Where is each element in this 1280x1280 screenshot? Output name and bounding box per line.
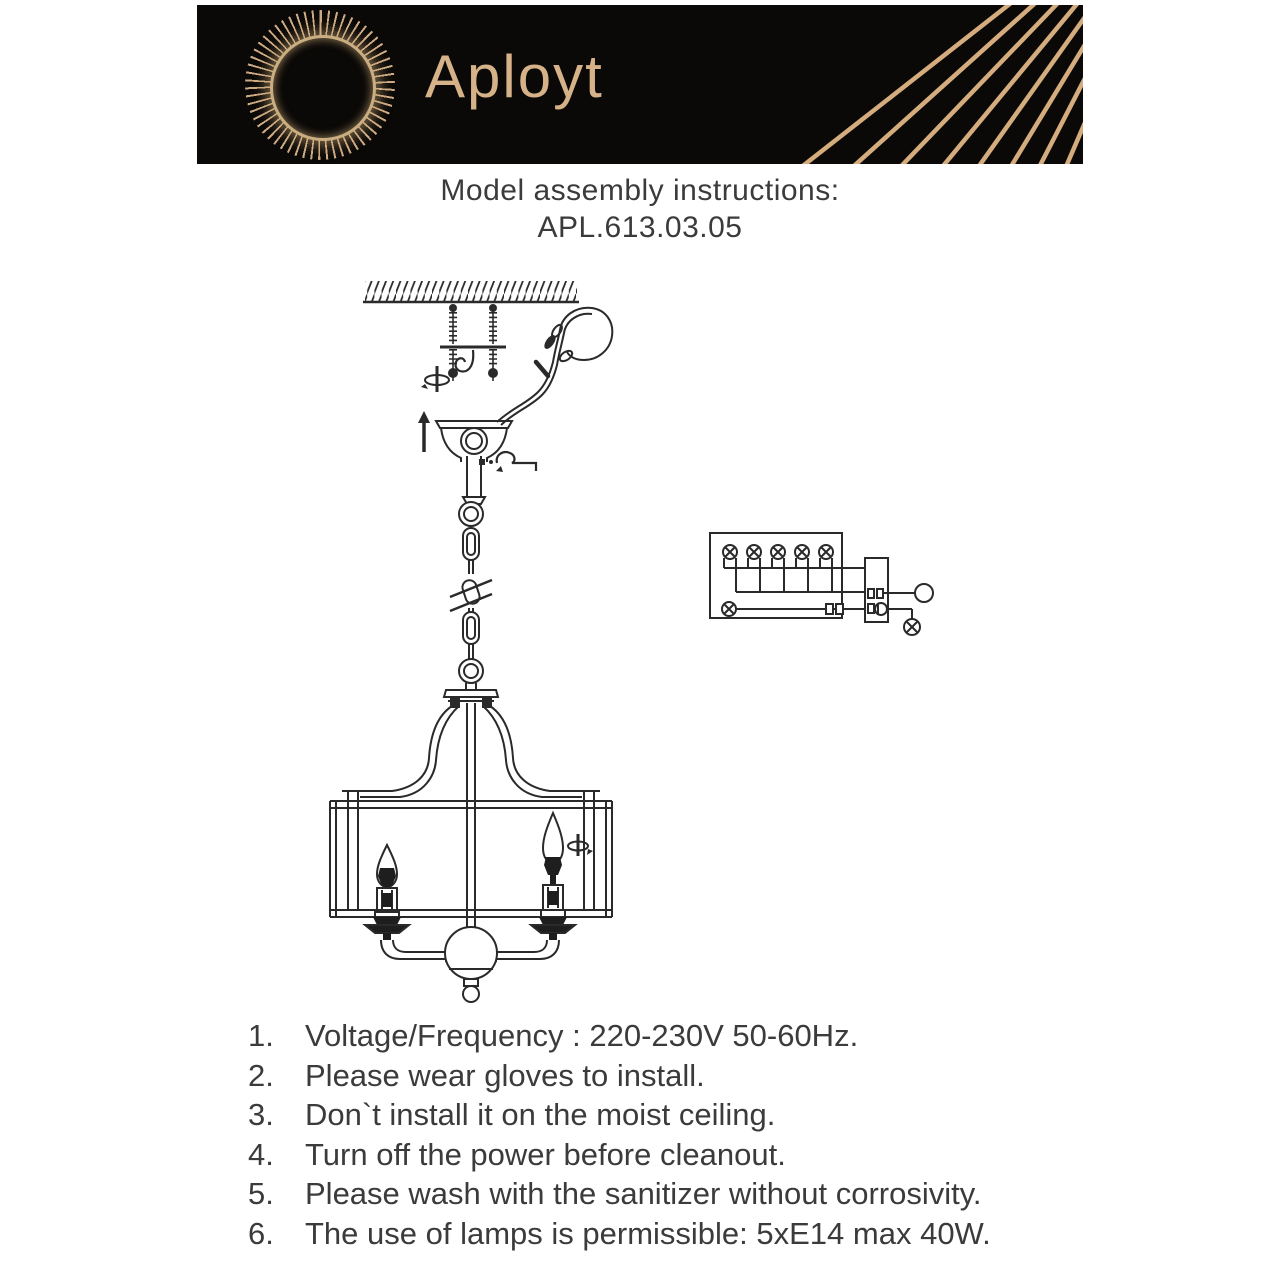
- brand-name: Aployt: [425, 43, 604, 110]
- item-text: Voltage/Frequency : 220-230V 50-60Hz.: [305, 1018, 859, 1053]
- list-item: [248, 1097, 1078, 1137]
- list-item: [248, 1176, 1078, 1216]
- wiring-diagram: [710, 533, 933, 635]
- center-sphere: [445, 927, 497, 1002]
- item-number: 5.: [248, 1176, 274, 1211]
- chandelier-cap: [444, 683, 498, 928]
- item-number: 6.: [248, 1215, 274, 1251]
- list-item: [248, 1018, 1078, 1058]
- ceiling-canopy: [436, 421, 512, 504]
- brand-banner: [197, 5, 1083, 164]
- supply-wire: [497, 308, 612, 425]
- gold-rays-icon: [663, 5, 1083, 164]
- up-arrow-icon: [418, 411, 430, 452]
- candle-right: [531, 813, 575, 940]
- bulb-rotate-icon: [568, 834, 593, 856]
- item-number: 4.: [248, 1136, 274, 1172]
- assembly-drawing: [300, 260, 960, 1020]
- mounting-screws: [440, 305, 506, 381]
- assembly-drawing-svg: [300, 260, 960, 1020]
- cage-arms: [360, 706, 582, 797]
- hanging-chain: [450, 502, 492, 683]
- item-text: Turn off the power before cleanout.: [305, 1136, 786, 1172]
- instructions-list: [248, 1018, 1078, 1255]
- item-text: Don`t install it on the moist ceiling.: [305, 1097, 776, 1132]
- page-title: Model assembly instructions:: [440, 174, 840, 207]
- sunburst-logo-core: [270, 35, 376, 141]
- wire-clamp-detail: [479, 452, 536, 472]
- list-item: [248, 1216, 1078, 1256]
- item-number: 1.: [248, 1018, 274, 1053]
- model-number: APL.613.03.05: [537, 211, 743, 244]
- drum-shade: [330, 791, 612, 917]
- ceiling-hook: [456, 350, 474, 371]
- list-item: [248, 1058, 1078, 1098]
- item-text: Please wear gloves to install.: [305, 1057, 705, 1093]
- ceiling-hatch: [363, 281, 579, 302]
- list-item: [248, 1137, 1078, 1177]
- screw-rotate-icon: [421, 366, 449, 392]
- candle-left: [365, 845, 409, 940]
- item-number: 2.: [248, 1057, 274, 1093]
- item-text: The use of lamps is permissible: 5xE14 max 40W.: [305, 1215, 991, 1251]
- item-number: 3.: [248, 1097, 274, 1132]
- item-text: Please wash with the sanitizer without corrosivity.: [305, 1176, 982, 1211]
